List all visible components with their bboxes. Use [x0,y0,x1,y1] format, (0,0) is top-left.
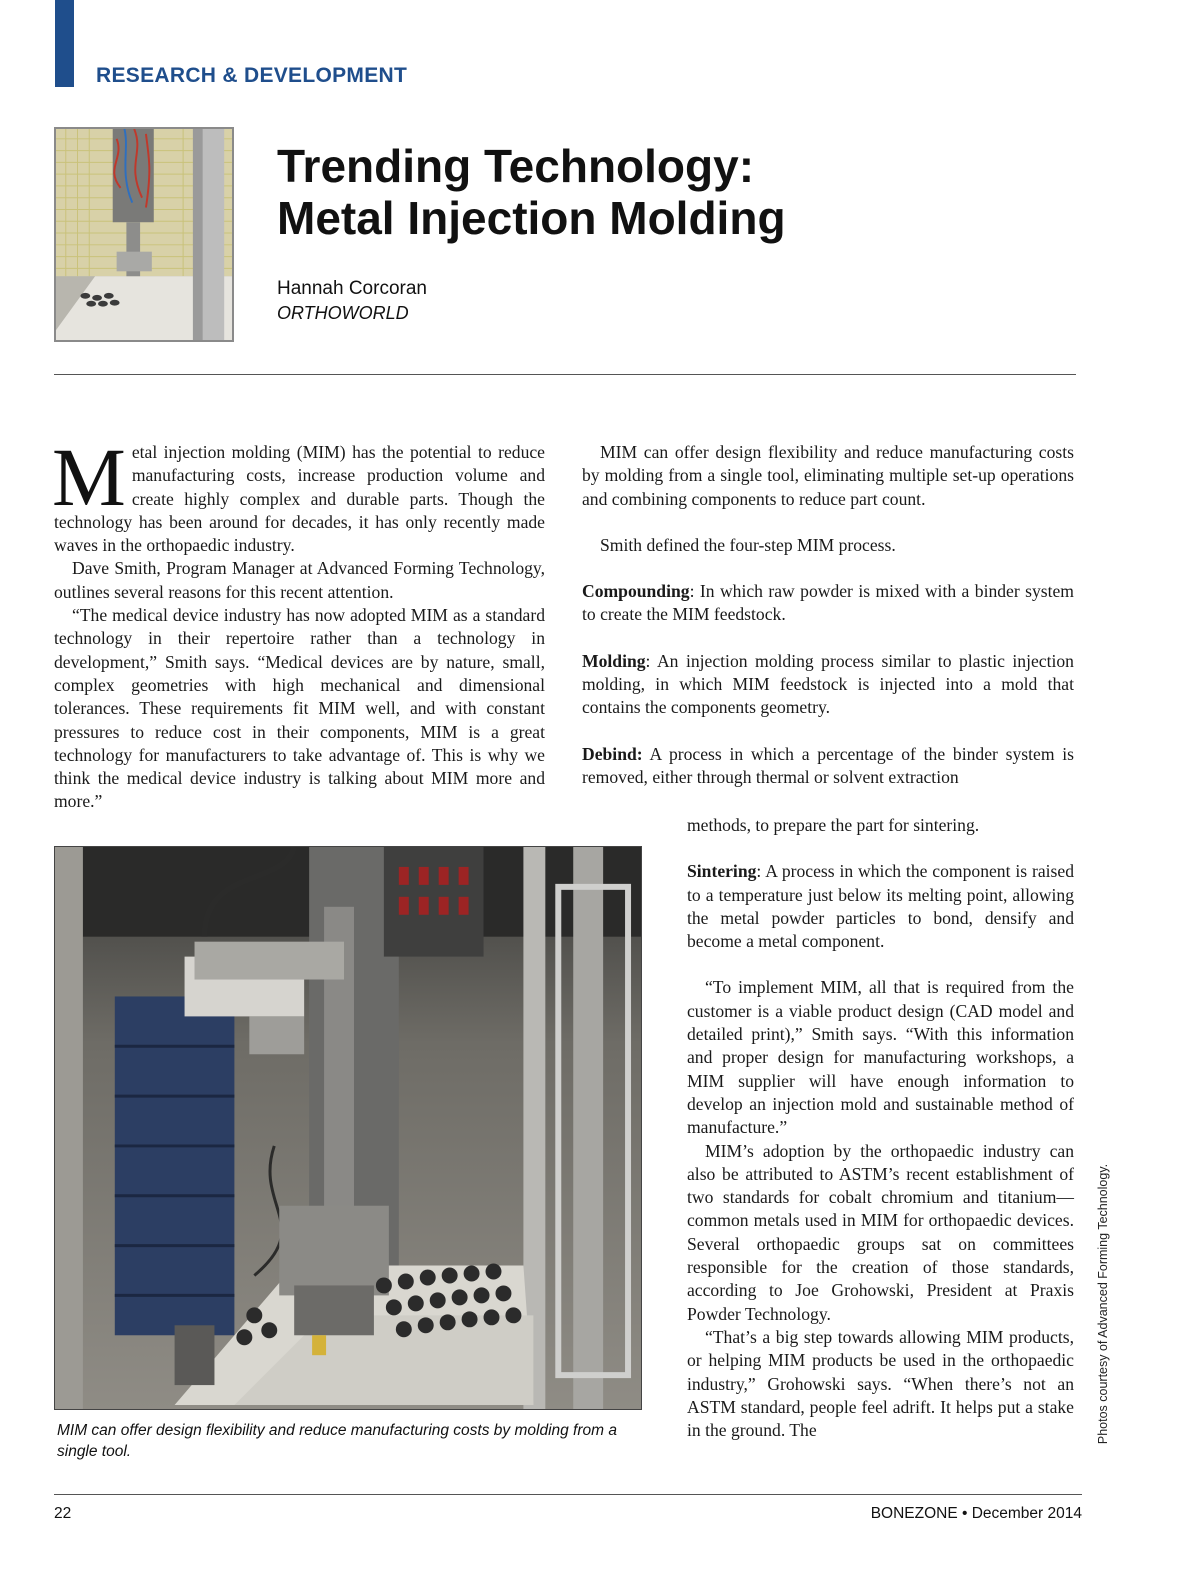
paragraph: MIM can offer design flexibility and reduce manufacturing costs by molding from a single tool, eliminating multiple set-up operations and combining components to reduce part count. [582,442,1074,509]
step-term: Debind: [582,743,643,764]
step-text: An injection molding process similar to plastic injection molding, in which MIM feedstock is injected into a mold that contains the components geometry. [582,650,1074,718]
paragraph: Smith defined the four-step MIM process. [600,534,896,555]
title-line-1: Trending Technology: [277,140,755,192]
step-text: A process in which a percentage of the binder system is removed, either through thermal or solvent extraction [582,743,1075,787]
paragraph: “To implement MIM, all that is required from the customer is a viable product design (CAD model and detailed print),” Smith says. “With this information and proper design for manufacturing workshops, a MIM supplier will have enough information to develop an injection mold and sustainable method of manufacture.” [687,977,1074,1138]
paragraph: “That’s a big step towards allowing MIM products, or helping MIM products be used in the orthopaedic industry,” Grohowski says. “When there’s not an ASTM standard, people feel adrift. It helps put a stake in the ground. The [687,1326,1074,1441]
process-step-compounding: Compounding: In which raw powder is mixed with a binder system to create the MIM feedstock. [582,581,1074,625]
footer-divider [54,1494,1082,1495]
process-step-molding: Molding: An injection molding process similar to plastic injection molding, in which MIM feedstock is injected into a mold that contains the components geometry. [582,650,1074,718]
paragraph-intro [52,431,545,557]
photo-credit-container [1096,1150,1116,1458]
header-divider [54,374,1076,375]
paragraph: “The medical device industry has now adopted MIM as a standard technology in their repertoire rather than a technology in development,” Smith says. “Medical devices are by nature, small, complex geometries with high mechanical and dimensional tolerances. These requirements fit MIM well, and with constant pressures to reduce cost in their components, MIM is a great technology for manufacturers to take advantage of. This is why we think the medical device industry is talking about MIM more and more.” [54,605,545,812]
article-title [277,140,786,244]
page-number: 22 [54,1505,72,1522]
thumbnail-photo [54,127,234,342]
paragraph: Dave Smith, Program Manager at Advanced Forming Technology, outlines several reasons for this recent attention. [54,558,545,602]
section-label: RESEARCH & DEVELOPMENT [96,64,408,87]
step-term: Molding [582,650,646,671]
drop-cap: M [52,431,126,523]
author-affiliation: ORTHOWORLD [277,303,409,323]
section-accent-bar [55,0,74,87]
process-step-sintering: Sintering: A process in which the component is raised to a temperature just below its melting point, allowing the metal powder particles to bond, densify and become a metal component. [687,861,1074,952]
title-line-2: Metal Injection Molding [277,192,786,244]
photo-credit: Photos courtesy of Advanced Forming Technology. [1096,1163,1110,1445]
process-step-debind-continued: methods, to prepare the part for sintering. [687,815,980,835]
step-term: Sintering [687,861,757,882]
publication-info: BONEZONE • December 2014 [870,1505,1082,1522]
article-column-right-upper [582,441,1074,789]
photo-caption: MIM can offer design flexibility and reduce manufacturing costs by molding from a single tool. [57,1422,617,1460]
paragraph: MIM’s adoption by the orthopaedic industry can also be attributed to ASTM’s recent establishment of two standards for cobalt chromium and titanium—common metals used in MIM for orthopaedic devices. Several orthopaedic groups sat on committees responsible for the creation of those standards, according to Joe Grohowski, President at Praxis Powder Technology. [687,1140,1074,1324]
author-name: Hannah Corcoran [277,278,427,299]
step-text: A process in which the component is raised to a temperature just below its melting point, allowing the metal powder particles to bond, densify and become a metal component. [687,861,1074,952]
process-step-debind [582,743,1074,790]
main-photo [54,846,642,1410]
step-text: In which raw powder is mixed with a binder system to create the MIM feedstock. [582,581,1074,625]
step-term: Compounding [582,581,690,602]
paragraph-intro-text: etal injection molding (MIM) has the potential to reduce manufacturing costs, increase production volume and create highly complex and durable parts. Though the technology has been around for decades, it has only recently made waves in the orthopaedic industry. [54,442,545,556]
article-column-right-lower [687,814,1074,1442]
article-column-left [52,431,545,814]
